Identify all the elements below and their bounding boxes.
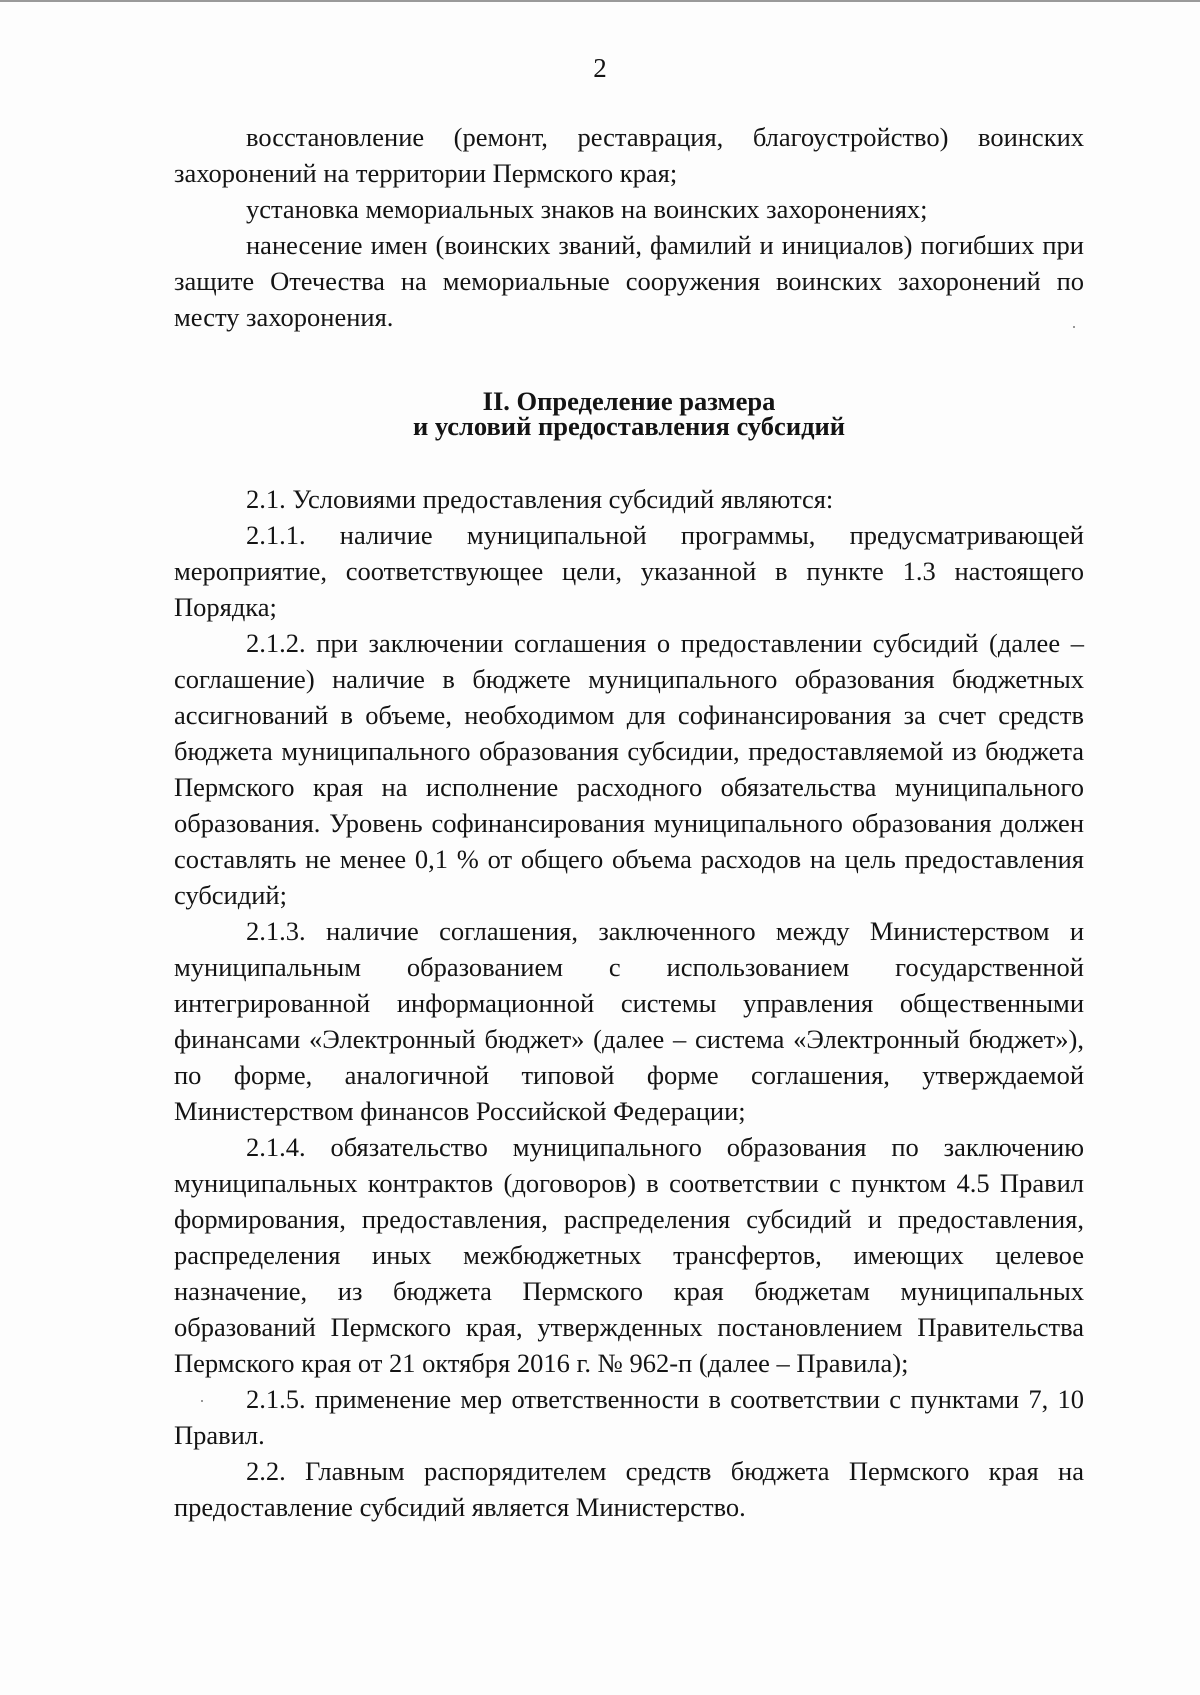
paragraph-2-1: 2.1. Условиями предоставления субсидий являются:	[246, 484, 834, 514]
section-heading-line-2: и условий предоставления субсидий	[412, 411, 846, 441]
scan-speck	[201, 1400, 203, 1402]
page-number: 2	[593, 53, 607, 83]
scan-speck	[1073, 326, 1075, 328]
paragraph-2-1-1: 2.1.1. наличие муниципальной программы, предусматривающей мероприятие, соответствующее цели, указанной в пункте 1.3 настоящего Порядка;	[174, 520, 1084, 622]
paragraph-2-1-3: 2.1.3. наличие соглашения, заключенного между Министерством и муниципальным образованием с использованием государственной интегрированной информационной системы управления общественными финансами «Электронный бюджет» (далее – система «Электронный бюджет»), по форме, аналогичной типовой форме соглашения, утверждаемой Министерством финансов Российской Федерации;	[174, 916, 1084, 1126]
paragraph-2-1-2: 2.1.2. при заключении соглашения о предоставлении субсидий (далее – соглашение) наличие в бюджете муниципального образования бюджетных ассигнований в объеме, необходимом для софинансирования за счет средств бюджета муниципального образования субсидии, предоставляемой из бюджета Пермского края на исполнение расходного обязательства муниципального образования. Уровень софинансирования муниципального образования должен составлять не менее 0,1 % от общего объема расходов на цель предоставления субсидий;	[174, 628, 1084, 910]
section-heading	[174, 386, 1084, 441]
paragraph-2-1-5: 2.1.5. применение мер ответственности в соответствии с пунктами 7, 10 Правил.	[174, 1384, 1084, 1450]
section-heading-line-1: II. Определение размера	[482, 386, 776, 416]
paragraph-restoration: восстановление (ремонт, реставрация, благоустройство) воинских захоронений на территории Пермского края;	[174, 122, 1084, 188]
paragraph-names-engraving: нанесение имен (воинских званий, фамилий и инициалов) погибших при защите Отечества на мемориальные сооружения воинских захоронений по месту захоронения.	[174, 230, 1084, 332]
scan-top-edge	[0, 0, 1200, 2]
paragraph-memorial-signs: установка мемориальных знаков на воинских захоронениях;	[246, 194, 928, 224]
paragraph-2-2: 2.2. Главным распорядителем средств бюджета Пермского края на предоставление субсидий является Министерство.	[174, 1456, 1084, 1522]
document-body	[174, 119, 1084, 1525]
paragraph-2-1-4: 2.1.4. обязательство муниципального образования по заключению муниципальных контрактов (договоров) в соответствии с пунктом 4.5 Правил формирования, предоставления, распределения субсидий и предоставления, распределения иных межбюджетных трансфертов, имеющих целевое назначение, из бюджета Пермского края бюджетам муниципальных образований Пермского края, утвержденных постановлением Правительства Пермского края от 21 октября 2016 г. № 962-п (далее – Правила);	[174, 1132, 1084, 1378]
